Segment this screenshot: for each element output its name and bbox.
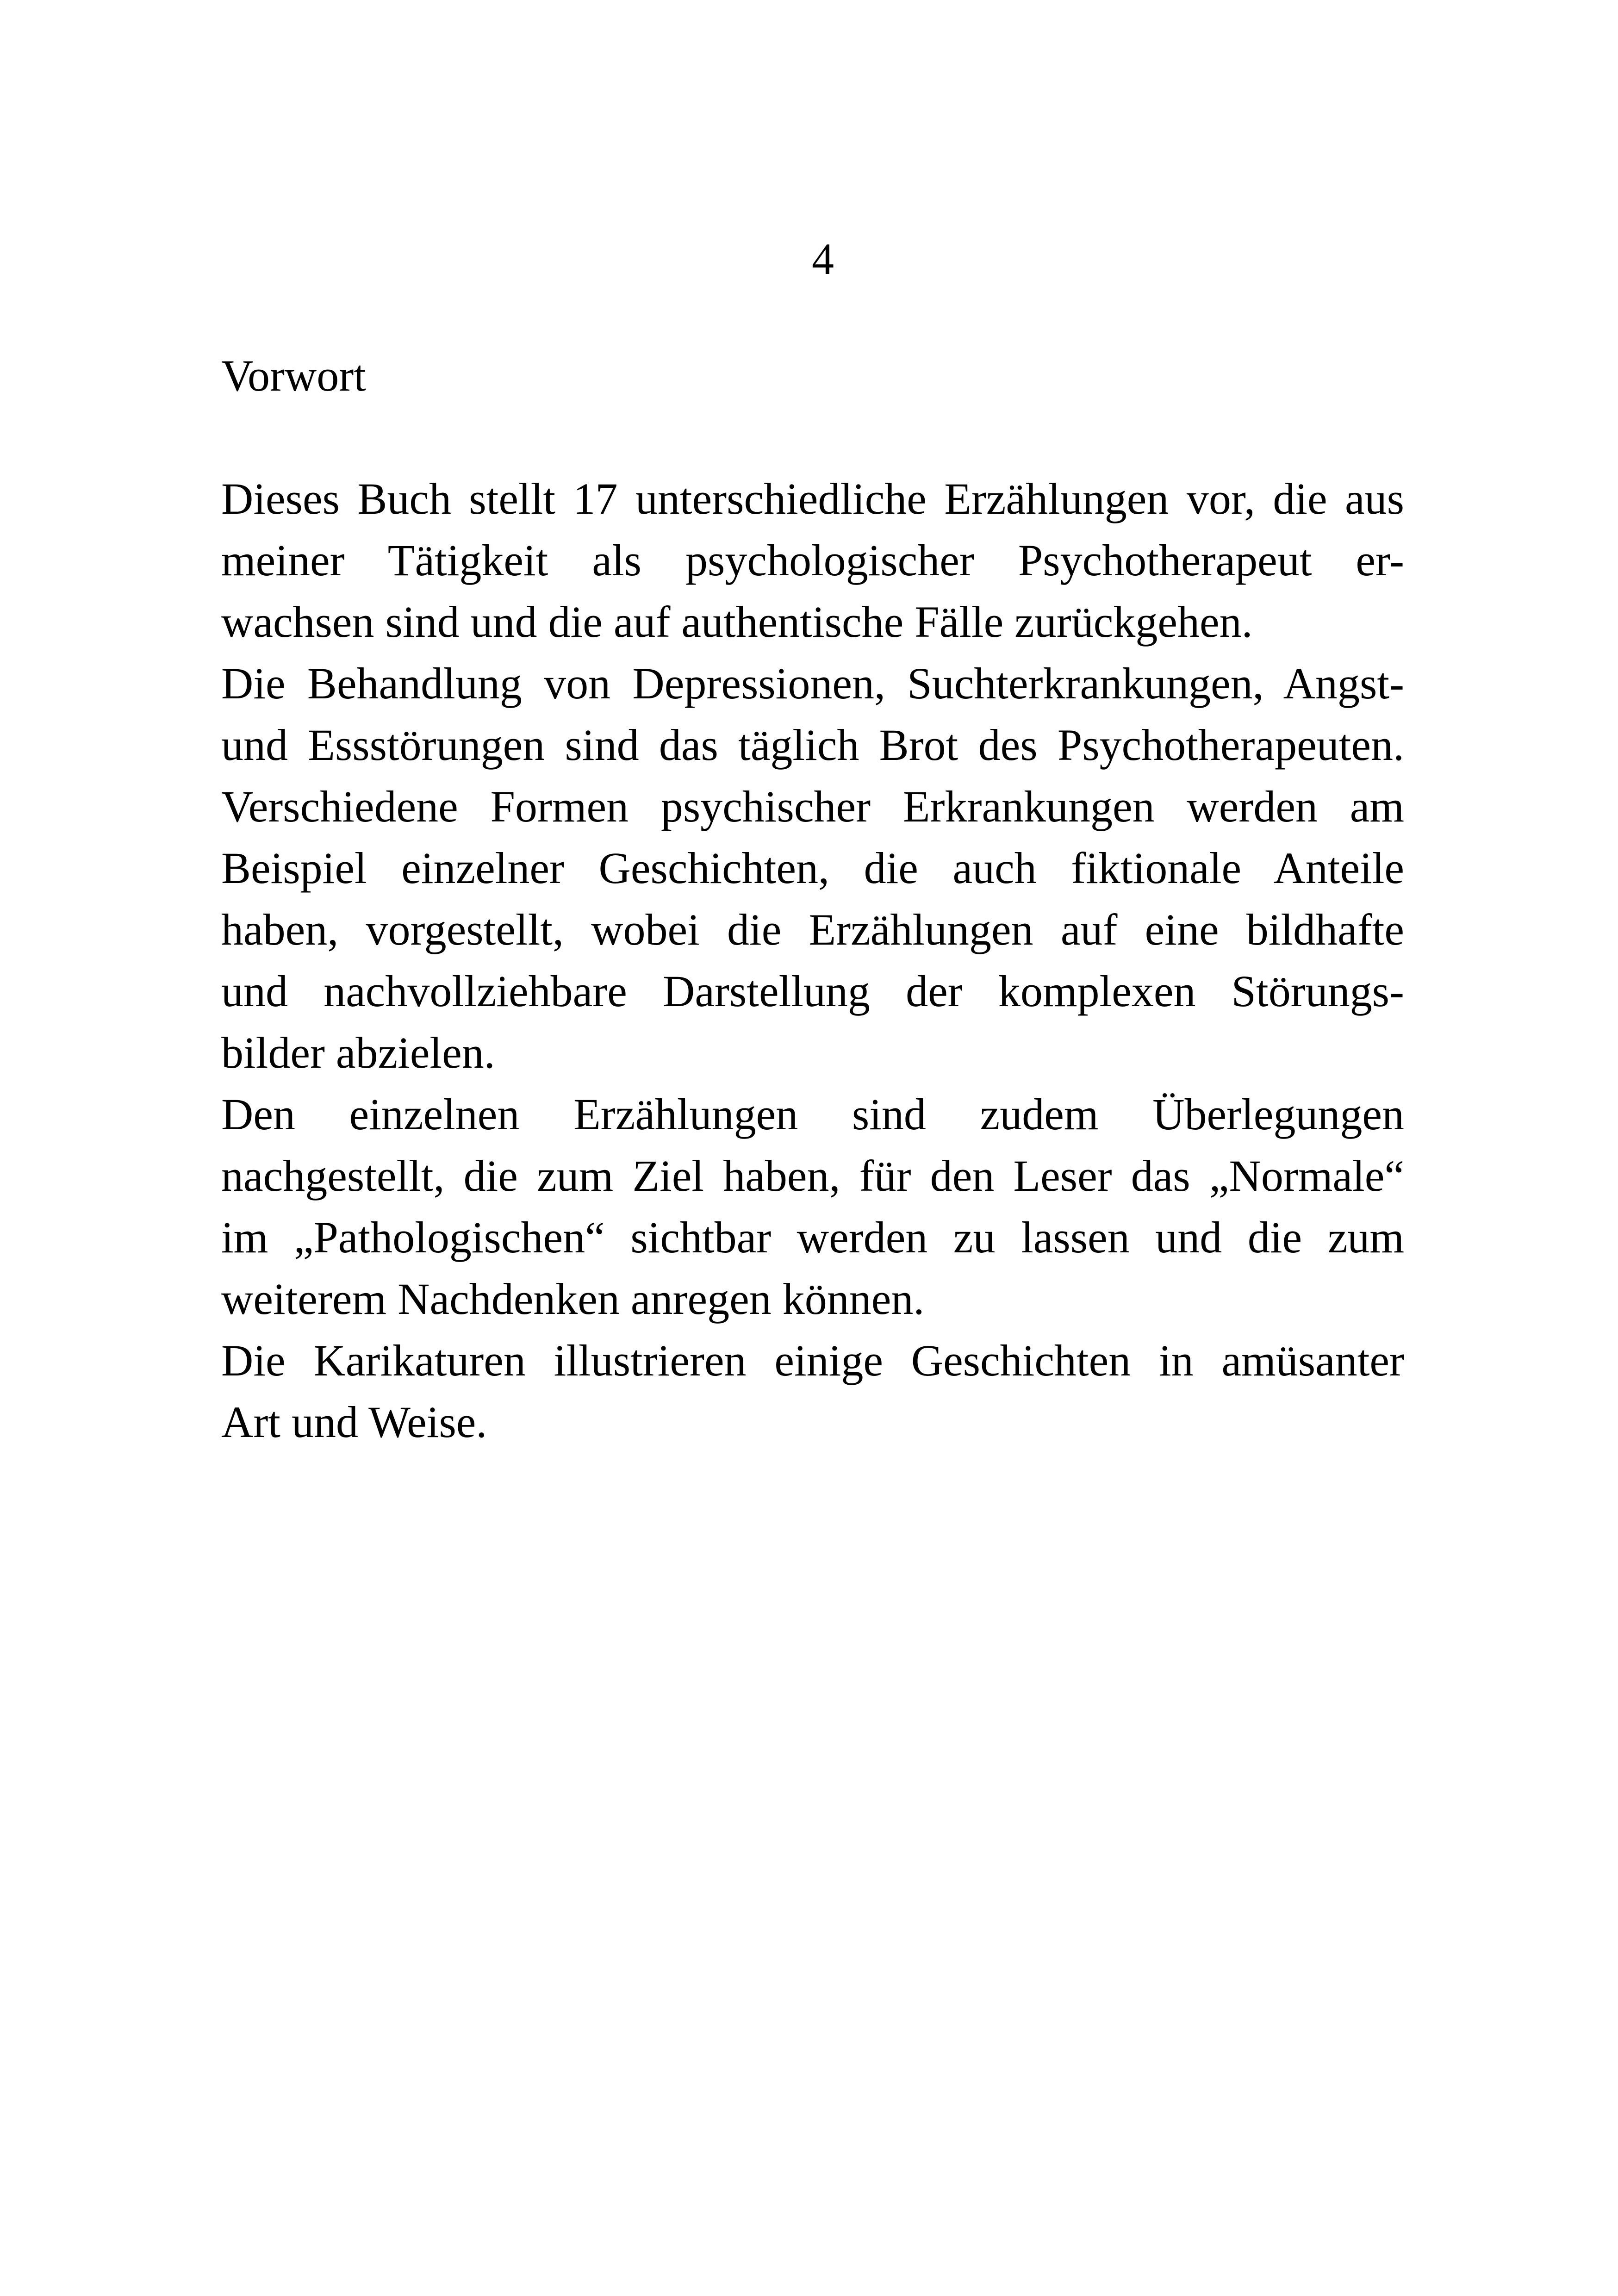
page-number: 4 xyxy=(812,234,834,284)
paragraph-3 xyxy=(221,1083,1404,1330)
text-line: weiterem Nachdenken anregen können. xyxy=(221,1274,925,1324)
chapter-heading: Vorwort xyxy=(221,351,366,400)
text-line: bilder abzielen. xyxy=(221,1028,495,1077)
text-line: haben, vorgestellt, wobei die Erzählungen auf eine bildhafte xyxy=(221,905,1404,954)
page-content xyxy=(221,345,1404,1453)
text-line: Die Karikaturen illustrieren einige Geschichten in amüsanter xyxy=(221,1336,1404,1385)
paragraph-2 xyxy=(221,653,1404,1083)
text-line: nachgestellt, die zum Ziel haben, für den Leser das „Normale“ xyxy=(221,1151,1404,1201)
text-line: Verschiedene Formen psychischer Erkrankungen werden am xyxy=(221,782,1404,831)
text-line: Dieses Buch stellt 17 unterschiedliche Erzählungen vor, die aus xyxy=(221,474,1404,523)
text-line: und Essstörungen sind das täglich Brot des Psychotherapeuten. xyxy=(221,720,1404,770)
paragraph-4 xyxy=(221,1330,1404,1453)
text-line: wachsen sind und die auf authentische Fälle zurückgehen. xyxy=(221,597,1253,647)
text-line: Den einzelnen Erzählungen sind zudem Überlegungen xyxy=(221,1089,1404,1139)
text-line: und nachvollziehbare Darstellung der komplexen Störungs- xyxy=(221,966,1404,1016)
text-line: Beispiel einzelner Geschichten, die auch fiktionale Anteile xyxy=(221,843,1404,893)
text-line: Art und Weise. xyxy=(221,1397,487,1447)
paragraph-1 xyxy=(221,468,1404,653)
text-line: im „Pathologischen“ sichtbar werden zu lassen und die zum xyxy=(221,1213,1404,1262)
text-line: meiner Tätigkeit als psychologischer Psychotherapeut er- xyxy=(221,535,1404,585)
text-line: Die Behandlung von Depressionen, Suchterkrankungen, Angst- xyxy=(221,659,1404,708)
